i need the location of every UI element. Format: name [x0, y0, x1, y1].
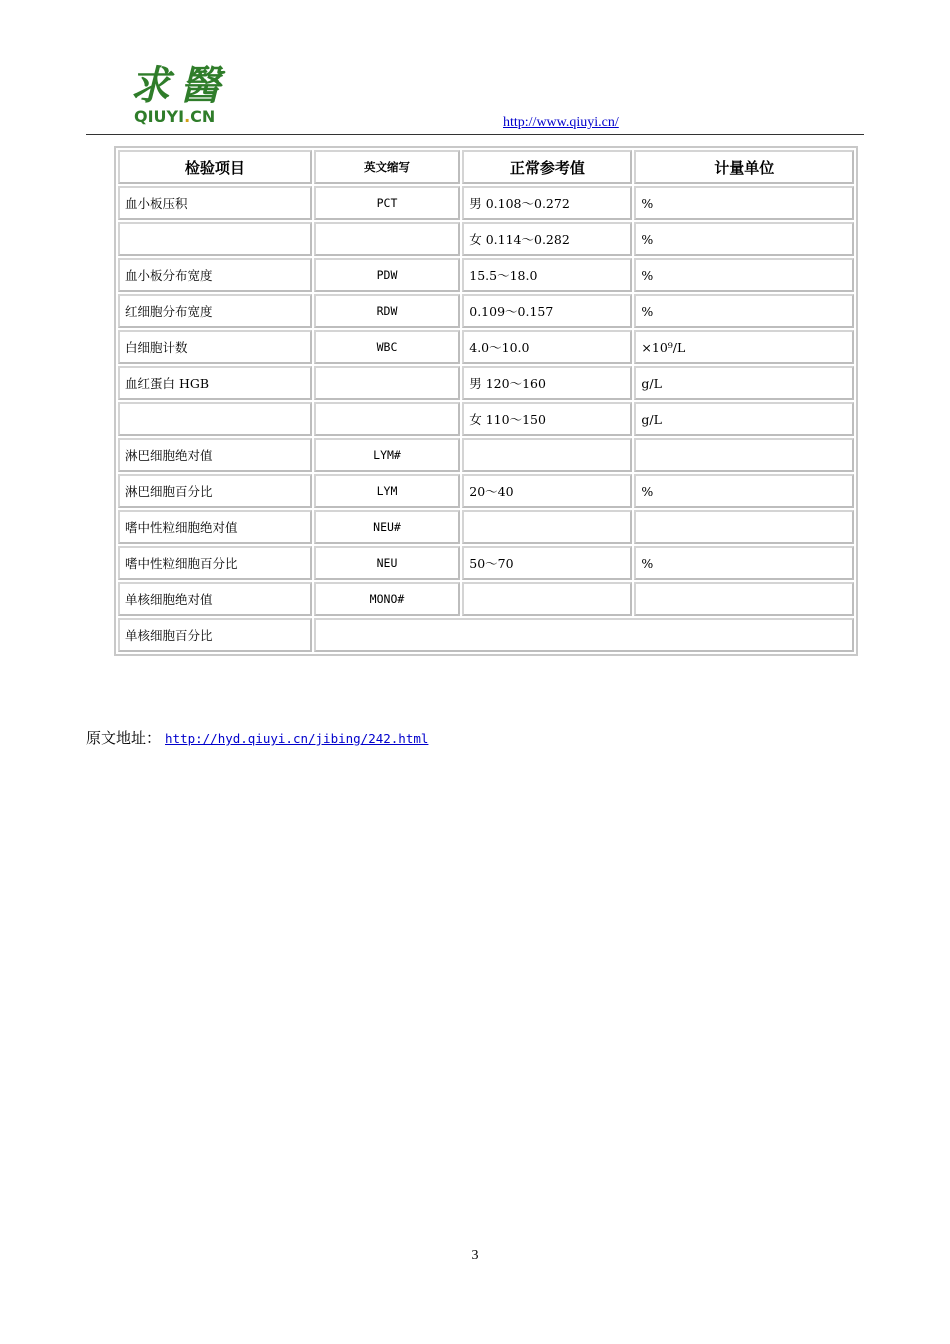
cell-abbr: WBC — [314, 330, 461, 364]
cell-abbr: RDW — [314, 294, 461, 328]
cell-item: 白细胞计数 — [118, 330, 312, 364]
cell-abbr: LYM# — [314, 438, 461, 472]
cell-reference — [462, 438, 632, 472]
cell-abbr: PDW — [314, 258, 461, 292]
cell-unit: % — [634, 294, 854, 328]
cell-abbr — [314, 366, 461, 400]
cell-item: 血小板分布宽度 — [118, 258, 312, 292]
cell-merged-empty — [314, 618, 854, 652]
cell-abbr: NEU# — [314, 510, 461, 544]
logo-cn-suffix: CN — [190, 107, 216, 126]
cell-item — [118, 222, 312, 256]
logo-qiuyi: QIUYI — [134, 107, 185, 126]
table-row — [118, 510, 854, 544]
cell-unit — [634, 438, 854, 472]
cell-reference: 4.0～10.0 — [462, 330, 632, 364]
cell-item: 单核细胞绝对值 — [118, 582, 312, 616]
table-row — [118, 474, 854, 508]
cell-reference: 15.5～18.0 — [462, 258, 632, 292]
cell-item — [118, 402, 312, 436]
cell-reference: 50～70 — [462, 546, 632, 580]
qiuyi-logo — [128, 64, 238, 134]
logo-dot: . — [184, 107, 191, 126]
column-header-unit: 计量单位 — [634, 150, 854, 184]
cell-reference: 男 120～160 — [462, 366, 632, 400]
page-number: 3 — [471, 1248, 479, 1263]
cell-reference — [462, 582, 632, 616]
cell-unit: % — [634, 474, 854, 508]
table-row — [118, 402, 854, 436]
cell-unit: % — [634, 222, 854, 256]
column-header-item: 检验项目 — [118, 150, 312, 184]
cell-reference: 20～40 — [462, 474, 632, 508]
page-header — [86, 60, 864, 135]
cell-item: 淋巴细胞绝对值 — [118, 438, 312, 472]
table-row — [118, 618, 854, 652]
table-row — [118, 330, 854, 364]
cell-abbr: PCT — [314, 186, 461, 220]
site-url-link[interactable]: http://www.qiuyi.cn/ — [503, 115, 619, 130]
cell-unit: % — [634, 186, 854, 220]
cell-unit: ×10⁹/L — [634, 330, 854, 364]
cell-item: 淋巴细胞百分比 — [118, 474, 312, 508]
table-row — [118, 294, 854, 328]
cell-item: 血红蛋白 HGB — [118, 366, 312, 400]
table-row — [118, 222, 854, 256]
cell-item: 嗜中性粒细胞百分比 — [118, 546, 312, 580]
cell-abbr: LYM — [314, 474, 461, 508]
cell-item: 血小板压积 — [118, 186, 312, 220]
cell-reference: 女 110～150 — [462, 402, 632, 436]
cell-reference: 0.109～0.157 — [462, 294, 632, 328]
cell-unit — [634, 510, 854, 544]
lab-reference-table — [114, 146, 858, 656]
cell-abbr: MONO# — [314, 582, 461, 616]
table-row — [118, 546, 854, 580]
logo-english-text — [134, 108, 215, 126]
cell-item: 单核细胞百分比 — [118, 618, 312, 652]
table-row — [118, 438, 854, 472]
table-row — [118, 186, 854, 220]
column-header-abbr: 英文缩写 — [314, 150, 461, 184]
cell-item: 红细胞分布宽度 — [118, 294, 312, 328]
table-row — [118, 582, 854, 616]
cell-reference — [462, 510, 632, 544]
column-header-reference: 正常参考值 — [462, 150, 632, 184]
cell-reference: 女 0.114～0.282 — [462, 222, 632, 256]
cell-unit: % — [634, 258, 854, 292]
cell-abbr — [314, 402, 461, 436]
cell-unit: g/L — [634, 366, 854, 400]
source-label: 原文地址： — [86, 729, 162, 747]
table-row — [118, 258, 854, 292]
source-url-link[interactable]: http://hyd.qiuyi.cn/jibing/242.html — [165, 731, 429, 746]
table-row — [118, 366, 854, 400]
cell-unit: g/L — [634, 402, 854, 436]
cell-reference: 男 0.108～0.272 — [462, 186, 632, 220]
logo-chinese-text: 求醫 — [130, 62, 230, 109]
cell-abbr: NEU — [314, 546, 461, 580]
cell-unit — [634, 582, 854, 616]
cell-item: 嗜中性粒细胞绝对值 — [118, 510, 312, 544]
source-line — [86, 727, 428, 748]
table-body — [118, 186, 854, 652]
table-header-row — [118, 150, 854, 184]
cell-abbr — [314, 222, 461, 256]
cell-unit: % — [634, 546, 854, 580]
